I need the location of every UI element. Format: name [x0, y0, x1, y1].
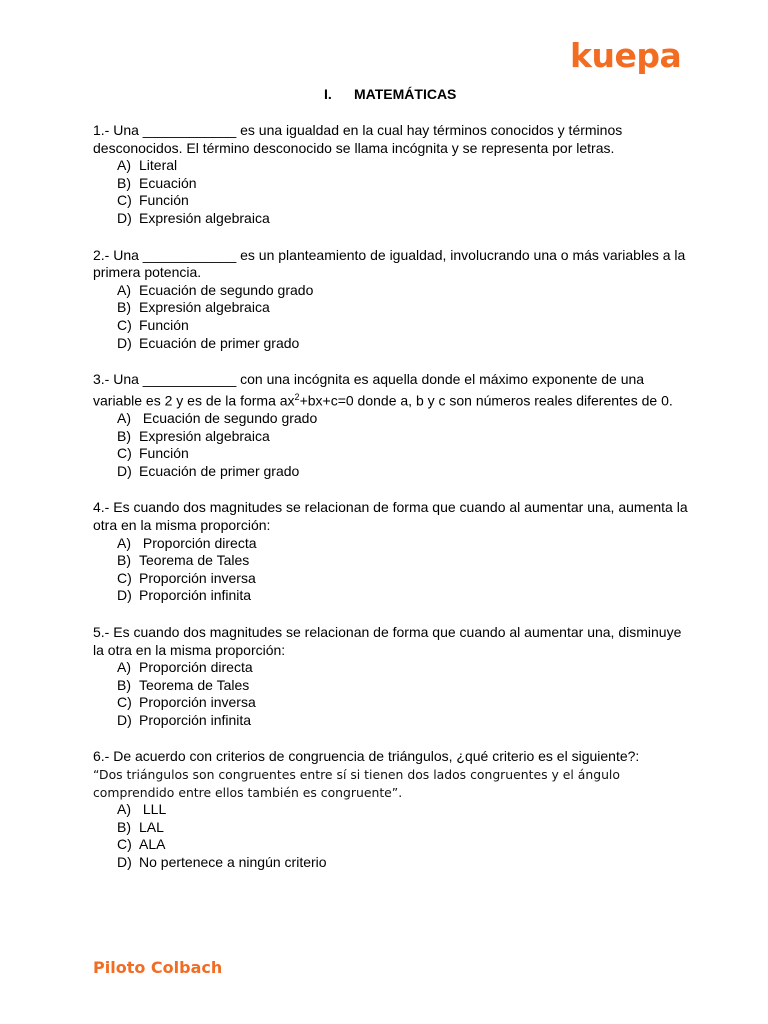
- option-text: Expresión algebraica: [139, 299, 270, 316]
- options-list: [93, 410, 693, 480]
- option-text: Ecuación de segundo grado: [139, 281, 314, 298]
- option-letter: A): [117, 281, 131, 298]
- option-letter: B): [117, 552, 131, 569]
- option-letter: C): [117, 316, 132, 333]
- option-text: Teorema de Tales: [139, 676, 250, 693]
- option-text: LAL: [139, 818, 164, 835]
- option-text: Función: [139, 192, 189, 209]
- option-a: [117, 659, 693, 677]
- option-letter: D): [117, 209, 132, 226]
- option-letter: C): [117, 569, 132, 586]
- option-letter: C): [117, 192, 132, 209]
- option-text: Ecuación de segundo grado: [139, 409, 318, 426]
- question-text: 2.- Una ____________ es un planteamiento de igualdad, involucrando una o más variables a la primera potencia.: [93, 246, 686, 281]
- footer-brand: Piloto Colbach: [93, 958, 223, 977]
- option-letter: B): [117, 676, 131, 693]
- option-letter: D): [117, 854, 132, 871]
- question-quote: “Dos triángulos son congruentes entre sí si tienen dos lados congruentes y el ángulo comprendido entre ellos también es congruente”.: [93, 767, 620, 800]
- option-text: Ecuación de primer grado: [139, 462, 300, 479]
- option-letter: D): [117, 334, 132, 351]
- option-d: [117, 335, 693, 353]
- question-text: 1.- Una ____________ es una igualdad en la cual hay términos conocidos y términos desconocidos. El término desconocido se llama incógnita y se representa por letras.: [93, 122, 623, 156]
- options-list: [93, 157, 693, 227]
- option-b: [117, 175, 693, 193]
- option-letter: A): [117, 659, 131, 676]
- option-letter: A): [117, 801, 131, 818]
- option-b: [117, 552, 693, 570]
- option-text: Proporción infinita: [139, 587, 252, 604]
- options-list: [93, 535, 693, 605]
- questions-list: [93, 122, 693, 891]
- option-b: [117, 299, 693, 317]
- question-text: [93, 371, 693, 410]
- question-text: 5.- Es cuando dos magnitudes se relacionan de forma que cuando al aumentar una, disminuye la otra en la misma proporción:: [93, 623, 682, 658]
- option-letter: D): [117, 711, 132, 728]
- question-text: 6.- De acuerdo con criterios de congruencia de triángulos, ¿qué criterio es el siguiente?:: [93, 748, 640, 765]
- option-c: [117, 570, 693, 588]
- option-b: [117, 428, 693, 446]
- option-letter: A): [117, 157, 131, 174]
- option-letter: B): [117, 299, 131, 316]
- option-letter: A): [117, 534, 131, 551]
- option-b: [117, 819, 693, 837]
- option-d: [117, 463, 693, 481]
- options-list: [93, 659, 693, 729]
- option-d: [117, 712, 693, 730]
- option-c: [117, 445, 693, 463]
- option-letter: D): [117, 462, 132, 479]
- option-text: Proporción infinita: [139, 711, 252, 728]
- option-a: [117, 157, 693, 175]
- option-c: [117, 192, 693, 210]
- option-text: Expresión algebraica: [139, 209, 270, 226]
- question-6: [93, 748, 693, 871]
- option-text: Literal: [139, 157, 178, 174]
- option-text: Ecuación de primer grado: [139, 334, 300, 351]
- option-text: Función: [139, 316, 189, 333]
- option-text: No pertenece a ningún criterio: [139, 854, 327, 871]
- option-d: [117, 587, 693, 605]
- kuepa-logo: kuepa: [570, 36, 682, 75]
- options-list: [93, 801, 693, 871]
- question-3: [93, 371, 693, 480]
- option-letter: C): [117, 836, 132, 853]
- option-letter: C): [117, 694, 132, 711]
- option-text: Proporción directa: [139, 534, 257, 551]
- question-text: 4.- Es cuando dos magnitudes se relacionan de forma que cuando al aumentar una, aumenta la otra en la misma proporción:: [93, 499, 688, 533]
- option-letter: B): [117, 174, 131, 191]
- option-letter: C): [117, 445, 132, 462]
- question-1: [93, 122, 693, 228]
- section-number: I.: [324, 86, 332, 102]
- option-a: [117, 535, 693, 553]
- option-a: [117, 801, 693, 819]
- question-text-after: +bx+c=0 donde a, b y c son números reales diferentes de 0.: [299, 392, 673, 409]
- question-4: [93, 499, 693, 605]
- option-letter: B): [117, 818, 131, 835]
- option-b: [117, 677, 693, 695]
- option-a: [117, 282, 693, 300]
- exponent: 2: [294, 391, 300, 402]
- option-text: Teorema de Tales: [139, 552, 250, 569]
- option-text: Proporción directa: [139, 659, 253, 676]
- options-list: [93, 282, 693, 352]
- option-a: [117, 410, 693, 428]
- option-letter: B): [117, 427, 131, 444]
- option-c: [117, 694, 693, 712]
- option-text: ALA: [139, 836, 166, 853]
- option-c: [117, 836, 693, 854]
- section-name: MATEMÁTICAS: [354, 86, 457, 102]
- option-d: [117, 210, 693, 228]
- option-text: LLL: [139, 801, 167, 818]
- option-d: [117, 854, 693, 872]
- section-title: [324, 86, 456, 102]
- option-letter: A): [117, 409, 131, 426]
- option-c: [117, 317, 693, 335]
- option-text: Función: [139, 445, 189, 462]
- option-text: Ecuación: [139, 174, 197, 191]
- question-2: [93, 247, 693, 353]
- option-text: Expresión algebraica: [139, 427, 270, 444]
- option-text: Proporción inversa: [139, 694, 256, 711]
- question-text-before: 3.- Una ____________ con una incógnita es aquella donde el máximo exponente de una variable es 2 y es de la forma ax: [93, 371, 645, 409]
- question-5: [93, 624, 693, 730]
- option-letter: D): [117, 587, 132, 604]
- option-text: Proporción inversa: [139, 569, 256, 586]
